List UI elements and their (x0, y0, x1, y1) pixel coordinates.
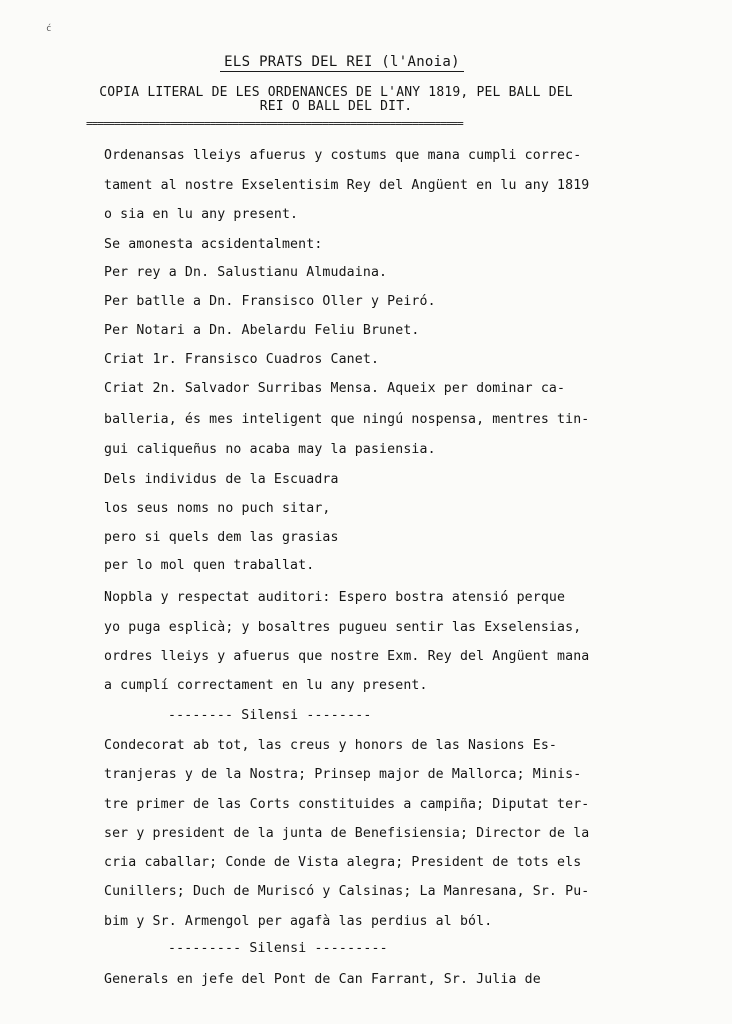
text-line: cria caballar; Conde de Vista alegra; President de tots els (104, 855, 582, 870)
silence-separator: --------- Silensi --------- (168, 941, 388, 956)
text-line: Per Notari a Dn. Abelardu Feliu Brunet. (104, 323, 420, 338)
text-line: yo puga esplicà; y bosaltres pugueu sentir las Exselensias, (104, 620, 582, 635)
document-subtitle: COPIA LITERAL DE LES ORDENANCES DE L'ANY 1819, PEL BALL DEL REI O BALL DEL DIT. (99, 85, 573, 114)
text-line: o sia en lu any present. (104, 207, 299, 222)
text-line: Criat 2n. Salvador Surribas Mensa. Aqueix per dominar ca- (104, 381, 566, 396)
text-line: tre primer de las Corts constituides a campiña; Diputat ter- (104, 797, 590, 812)
text-line: Nopbla y respectat auditori: Espero bostra atensió perque (104, 590, 566, 605)
text-line: Per rey a Dn. Salustianu Almudaina. (104, 265, 388, 280)
text-line: balleria, és mes inteligent que ningú nospensa, mentres tin- (104, 412, 590, 427)
text-line: gui caliqueñus no acaba may la pasiensia. (104, 442, 436, 457)
double-rule: =================================================================== (86, 118, 463, 130)
silence-separator: -------- Silensi -------- (168, 708, 372, 723)
text-line: Ordenansas lleiys afuerus y costums que mana cumpli correc- (104, 148, 582, 163)
text-line: per lo mol quen traballat. (104, 558, 315, 573)
text-line: Dels individus de la Escuadra (104, 472, 339, 487)
text-line: Cunillers; Duch de Muriscó y Calsinas; La Manresana, Sr. Pu- (104, 884, 590, 899)
text-line: Per batlle a Dn. Fransisco Oller y Peiró. (104, 294, 436, 309)
text-line: ordres lleiys y afuerus que nostre Exm. Rey del Angüent mana (104, 649, 590, 664)
text-line: ser y president de la junta de Benefisiensia; Director de la (104, 826, 590, 841)
margin-mark: ć (46, 24, 52, 34)
text-line: tranjeras y de la Nostra; Prinsep major de Mallorca; Minis- (104, 767, 582, 782)
text-line: pero si quels dem las grasias (104, 530, 339, 545)
document-title (0, 54, 684, 72)
document-title-text: ELS PRATS DEL REI (l'Anoia) (220, 54, 464, 72)
text-line: Se amonesta acsidentalment: (104, 237, 323, 252)
text-line: a cumplí correctament en lu any present. (104, 678, 428, 693)
text-line: tament al nostre Exselentisim Rey del Angüent en lu any 1819 (104, 178, 590, 193)
text-line: bim y Sr. Armengol per agafà las perdius al ból. (104, 914, 493, 929)
text-line: los seus noms no puch sitar, (104, 501, 331, 516)
text-line: Criat 1r. Fransisco Cuadros Canet. (104, 352, 380, 367)
text-line: Generals en jefe del Pont de Can Farrant, Sr. Julia de (104, 972, 541, 987)
text-line: Condecorat ab tot, las creus y honors de las Nasions Es- (104, 738, 558, 753)
